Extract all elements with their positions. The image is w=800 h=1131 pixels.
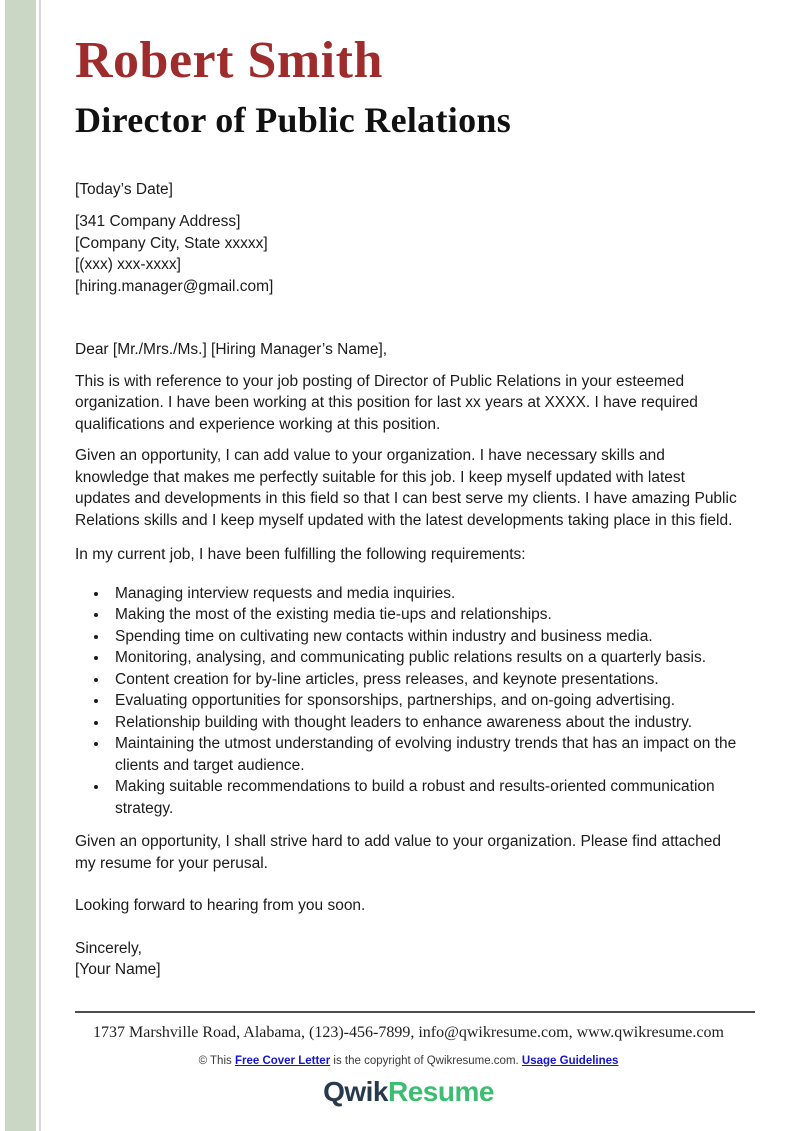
body-paragraph: This is with reference to your job posting of Director of Public Relations in your esteemed organization. I have been working at this position for last xx years at XXXX. I have required qualifications and experience working at this position. bbox=[75, 372, 698, 433]
footer-contact-line: 1737 Marshville Road, Alabama, (123)-456-7899, info@qwikresume.com, www.qwikresume.com bbox=[93, 1023, 724, 1041]
requirement-item: • Monitoring, analysing, and communicating public relations results on a quarterly basis. bbox=[109, 647, 742, 669]
requirement-item: • Maintaining the utmost understanding of evolving industry trends that has an impact on the clients and target audience. bbox=[109, 733, 742, 776]
requirement-item: • Making the most of the existing media tie-ups and relationships. bbox=[109, 604, 742, 626]
address-line: [341 Company Address] bbox=[75, 213, 241, 231]
free-cover-letter-link[interactable]: Free Cover Letter bbox=[234, 1054, 331, 1067]
requirement-item: • Evaluating opportunities for sponsorships, partnerships, and on-going advertising. bbox=[109, 690, 742, 712]
signature-block bbox=[75, 938, 742, 981]
salutation: Dear [Mr./Mrs./Ms.] [Hiring Manager’s Name], bbox=[75, 341, 388, 359]
closing-paragraph: Given an opportunity, I shall strive hard to add value to your organization. Please find attached my resume for your perusal. bbox=[75, 833, 721, 872]
left-accent-divider bbox=[39, 0, 41, 1131]
date-placeholder: [Today’s Date] bbox=[75, 180, 173, 198]
logo-resume-text: Resume bbox=[387, 1075, 494, 1107]
signoff-line: Sincerely, bbox=[75, 939, 142, 957]
letter-content bbox=[75, 0, 742, 1108]
body-paragraphs bbox=[75, 371, 742, 532]
applicant-job-title: Director of Public Relations bbox=[75, 99, 512, 140]
footer-divider bbox=[75, 1011, 755, 1013]
requirement-item: • Making suitable recommendations to build a robust and results-oriented communication strategy. bbox=[109, 776, 742, 819]
requirements-intro: In my current job, I have been fulfilling the following requirements: bbox=[75, 546, 526, 564]
qwikresume-logo bbox=[75, 1076, 742, 1108]
signature-placeholder: [Your Name] bbox=[75, 961, 161, 979]
body-paragraph: Given an opportunity, I can add value to your organization. I have necessary skills and knowledge that makes me perfectly suitable for this job. I keep myself updated with latest updates and developments in this field so that I can best serve my clients. I have amazing Public Relations skills and I keep myself updated with the latest developments taking place in this field. bbox=[75, 447, 737, 529]
applicant-name: Robert Smith bbox=[75, 32, 383, 89]
requirements-list bbox=[75, 583, 742, 820]
address-line: [(xxx) xxx-xxxx] bbox=[75, 256, 181, 274]
requirement-item: • Relationship building with thought leaders to enhance awareness about the industry. bbox=[109, 712, 742, 734]
address-line: [Company City, State xxxxx] bbox=[75, 234, 268, 252]
copyright-middle: is the copyright of Qwikresume.com. bbox=[330, 1054, 522, 1067]
requirement-item: • Content creation for by-line articles, press releases, and keynote presentations. bbox=[109, 669, 742, 691]
requirement-item: • Spending time on cultivating new contacts within industry and business media. bbox=[109, 626, 742, 648]
copyright-prefix: © This bbox=[198, 1054, 235, 1067]
requirement-item: • Managing interview requests and media inquiries. bbox=[109, 583, 742, 605]
footer-copyright bbox=[75, 1055, 742, 1067]
logo-qwik-text: Qwik bbox=[323, 1075, 388, 1107]
left-accent-bar bbox=[5, 0, 36, 1131]
usage-guidelines-link[interactable]: Usage Guidelines bbox=[521, 1054, 619, 1067]
address-line: [hiring.manager@gmail.com] bbox=[75, 277, 274, 295]
farewell-line: Looking forward to hearing from you soon. bbox=[75, 897, 366, 915]
company-address-block bbox=[75, 211, 742, 297]
